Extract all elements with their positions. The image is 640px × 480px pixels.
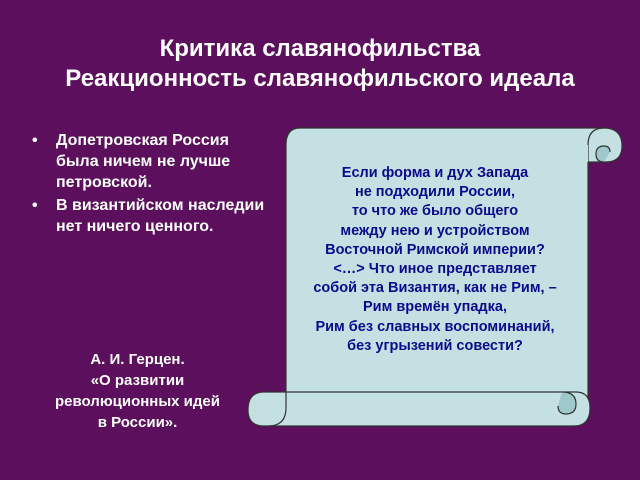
attribution-line: в России».: [97, 414, 178, 431]
bullet-dot-icon: •: [32, 197, 38, 214]
quote-line: Рим времён упадка,: [362, 299, 507, 316]
quote-line: Восточной Римской империи?: [325, 241, 545, 258]
quote-line: Если форма и дух Запада: [341, 165, 529, 181]
quote-line: без угрызений совести?: [347, 337, 523, 354]
quote-line: <…> Что иное представляет: [333, 261, 537, 278]
quote-line: собой эта Византия, как не Рим, –: [313, 280, 557, 297]
title-line-2: Реакционность славянофильского идеала: [65, 65, 575, 92]
quote-text: [290, 164, 580, 356]
bullet-text: Допетровская Россия была ничем не лучше петровской.: [56, 132, 231, 191]
bullet-text: В византийском наследии нет ничего ценного.: [56, 197, 265, 235]
attribution-line: А. И. Герцен.: [90, 351, 185, 368]
quote-line: Рим без славных воспоминаний,: [315, 318, 555, 335]
quote-line: то что же было общего: [351, 203, 519, 220]
attribution-line: «О развитии: [90, 372, 185, 389]
attribution-line: революционных идей: [54, 393, 220, 410]
quote-line: не подходили России,: [354, 184, 516, 201]
scroll-bottom-roll: [248, 392, 590, 426]
quote-line: между нею и устройством: [340, 222, 530, 239]
title-line-1: Критика славянофильства: [159, 35, 481, 62]
bullet-dot-icon: •: [32, 132, 38, 149]
